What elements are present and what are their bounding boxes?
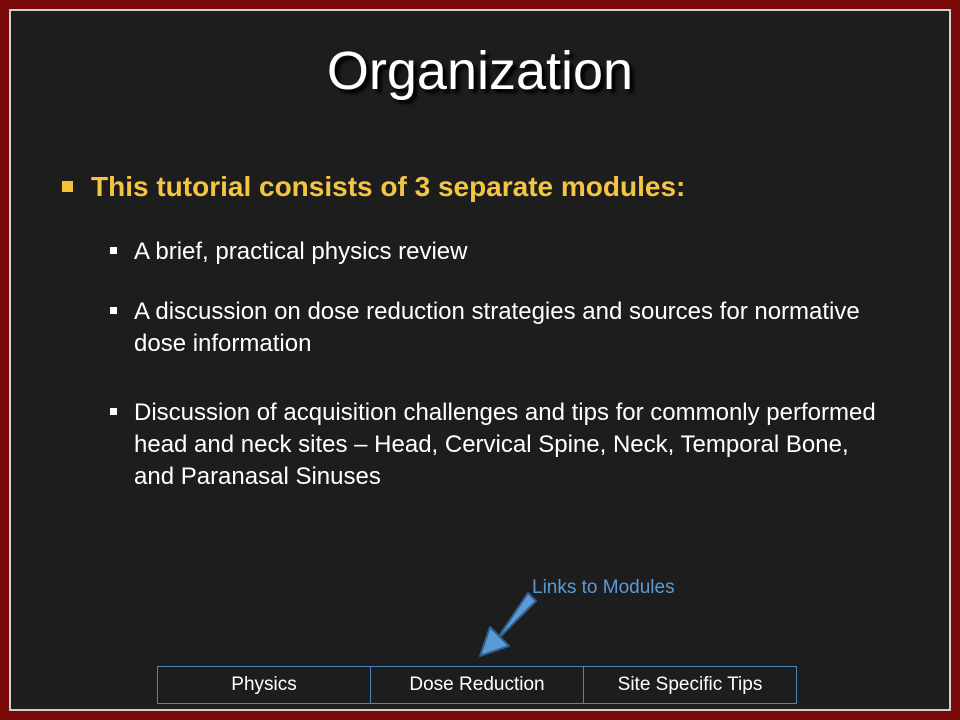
module-link-site-specific-tips[interactable]: Site Specific Tips	[617, 674, 763, 695]
sub-bullet-text: Discussion of acquisition challenges and tips for commonly performed head and neck sites – Head, Cervical Spine, Neck, Temporal Bone, and Paranasal Sinuses	[134, 399, 876, 490]
main-bullet	[62, 170, 902, 204]
arrow-down-left-icon	[470, 590, 540, 662]
square-bullet-icon	[110, 408, 117, 415]
slide-title: Organization	[326, 41, 634, 101]
sub-bullet-sites	[110, 397, 894, 493]
square-bullet-icon	[110, 247, 117, 254]
main-bullet-text: This tutorial consists of 3 separate modules:	[91, 171, 686, 202]
module-links-table	[157, 666, 797, 704]
sub-bullet-text: A brief, practical physics review	[134, 238, 468, 265]
module-link-physics[interactable]: Physics	[158, 667, 371, 703]
sub-bullet-dose	[110, 296, 894, 360]
square-bullet-icon	[110, 307, 117, 314]
sub-bullet-physics	[110, 236, 894, 268]
square-bullet-icon	[62, 181, 73, 192]
sub-bullet-text: A discussion on dose reduction strategies and sources for normative dose information	[134, 298, 860, 357]
module-link-dose-reduction[interactable]: Dose Reduction	[371, 667, 584, 703]
links-to-modules-label: Links to Modules	[532, 577, 675, 598]
